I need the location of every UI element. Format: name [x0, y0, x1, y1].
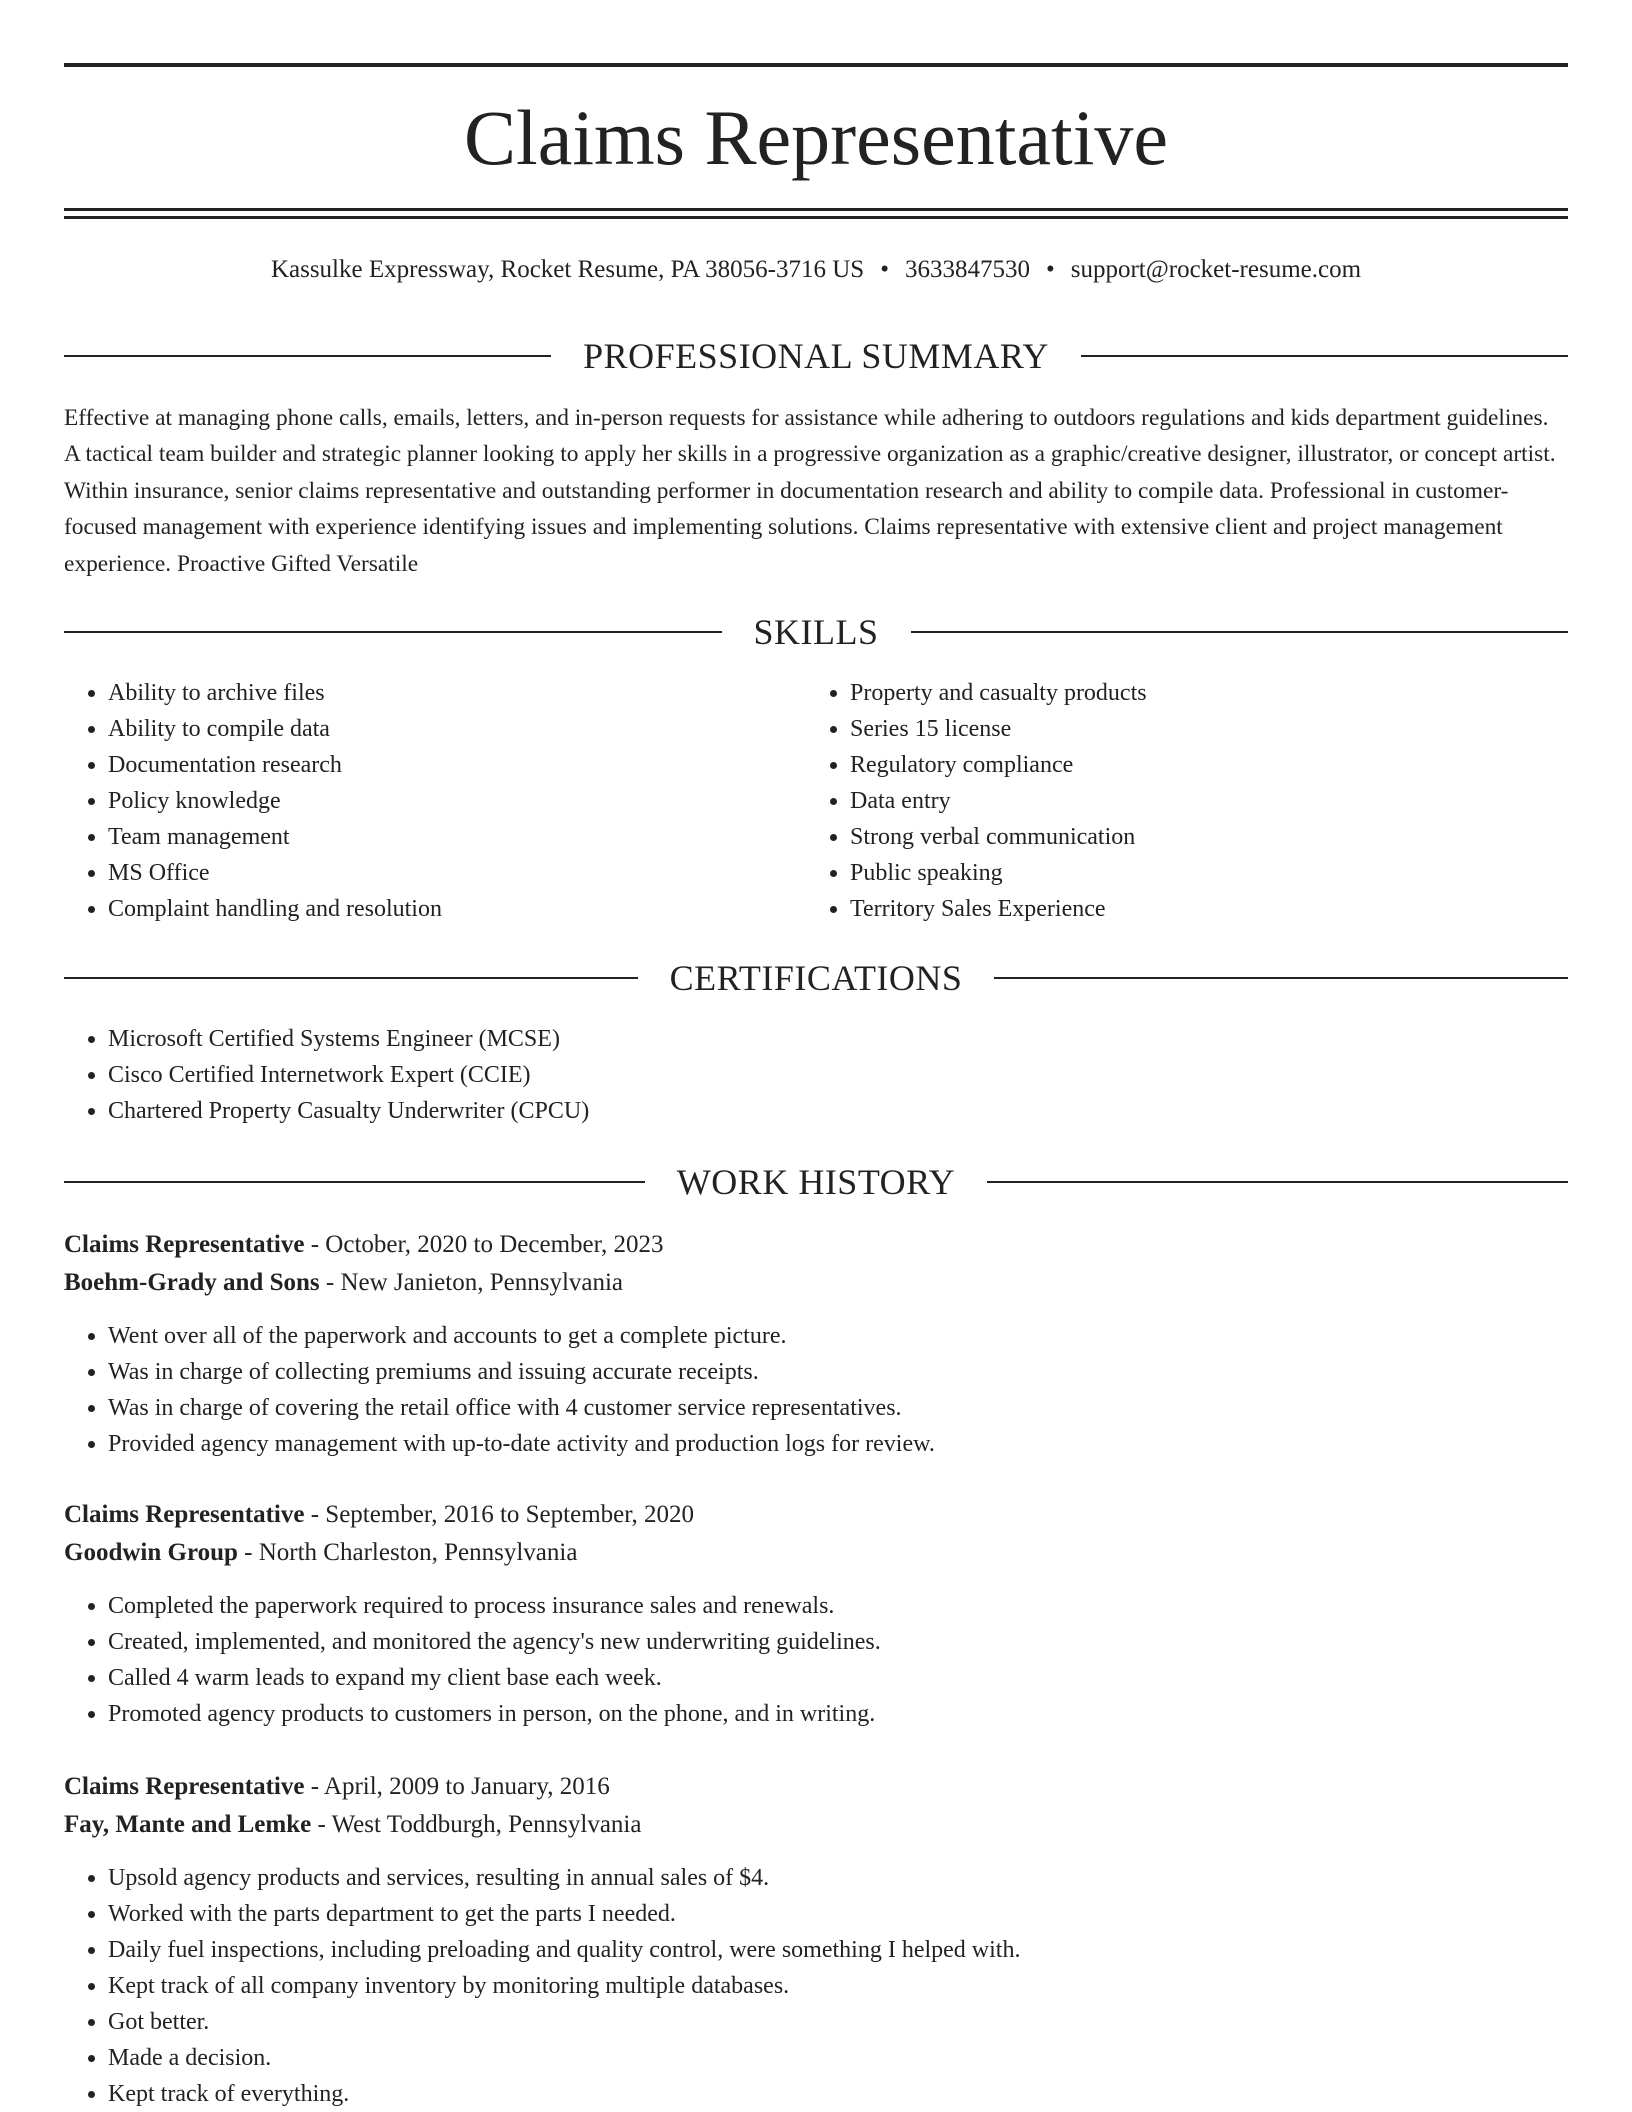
certification-item: • Microsoft Certified Systems Engineer (MCSE): [108, 1021, 1568, 1057]
job-dates: - September, 2016 to September, 2020: [304, 1501, 695, 1528]
section-title-skills: SKILLS: [753, 612, 879, 652]
section-title-certifications: CERTIFICATIONS: [669, 958, 963, 998]
job-company: Boehm-Grady and Sons: [64, 1269, 320, 1296]
skill-item: • Ability to archive files: [108, 675, 804, 711]
job-company-line: [64, 1806, 1568, 1844]
skill-item: • Team management: [108, 819, 804, 855]
section-rule: [64, 977, 638, 979]
certification-item: • Cisco Certified Internetwork Expert (CCIE): [108, 1057, 1568, 1093]
contact-phone: 3633847530: [904, 256, 1030, 283]
skill-item: • Strong verbal communication: [850, 819, 1566, 855]
section-rule: [64, 631, 722, 633]
summary-text: Effective at managing phone calls, emails, letters, and in-person requests for assistance while adhering to outdoors regulations and kids department guidelines. A tactical team builder and strategic planner looking to apply her skills in a progressive organization as a graphic/creative designer, illustrator, or concept artist. Within insurance, senior claims representative and outstanding performer in documentation research and ability to compile data. Professional in customer-focused management with experience identifying issues and implementing solutions. Claims representative with extensive client and project management experience. Proactive Gifted Versatile: [64, 405, 1556, 577]
contact-line: [64, 252, 1568, 288]
skill-item: • Territory Sales Experience: [850, 891, 1566, 927]
job-title-line: [64, 1496, 1568, 1534]
certifications-list: [64, 1021, 1568, 1129]
section-title-work-history: WORK HISTORY: [676, 1162, 956, 1202]
job-bullet: • Completed the paperwork required to process insurance sales and renewals.: [108, 1588, 1568, 1624]
skill-item: • Series 15 license: [850, 711, 1566, 747]
skill-item: • Ability to compile data: [108, 711, 804, 747]
section-header-certifications: [64, 956, 1568, 1000]
section-header-summary: [64, 334, 1568, 378]
title-rule-upper: [64, 208, 1568, 211]
job-bullet: • Got better.: [108, 2004, 1568, 2040]
job-location: - New Janieton, Pennsylvania: [319, 1269, 624, 1296]
job-title: Claims Representative: [64, 1773, 305, 1800]
section-title-summary: PROFESSIONAL SUMMARY: [583, 336, 1049, 376]
job-company-line: [64, 1534, 1568, 1572]
section-rule: [1081, 355, 1568, 357]
section-rule: [987, 1181, 1568, 1183]
contact-separator: •: [1045, 256, 1055, 283]
job-company: Goodwin Group: [64, 1539, 238, 1566]
skills-list-right: [806, 675, 1566, 927]
job-title-line: [64, 1226, 1568, 1264]
job-bullet: • Was in charge of covering the retail office with 4 customer service representatives.: [108, 1390, 1568, 1426]
job-bullet: • Provided agency management with up-to-date activity and production logs for review.: [108, 1426, 1568, 1462]
job-bullet: • Upsold agency products and services, resulting in annual sales of $4.: [108, 1860, 1568, 1896]
section-rule: [911, 631, 1569, 633]
skill-item: • Policy knowledge: [108, 783, 804, 819]
job-bullet: • Was in charge of collecting premiums and issuing accurate receipts.: [108, 1354, 1568, 1390]
job-entry: [64, 1226, 1568, 1462]
skills-list-left: [64, 675, 804, 927]
job-bullets: [64, 1318, 1568, 1462]
job-location: - North Charleston, Pennsylvania: [237, 1539, 578, 1566]
job-bullet: • Worked with the parts department to get the parts I needed.: [108, 1896, 1568, 1932]
contact-address: Kassulke Expressway, Rocket Resume, PA 38056-3716 US: [270, 256, 865, 283]
section-header-work-history: [64, 1160, 1568, 1204]
job-dates: - April, 2009 to January, 2016: [304, 1773, 610, 1800]
section-rule: [994, 977, 1568, 979]
job-bullet: • Kept track of all company inventory by monitoring multiple databases.: [108, 1968, 1568, 2004]
job-location: - West Toddburgh, Pennsylvania: [311, 1811, 642, 1838]
job-dates: - October, 2020 to December, 2023: [304, 1231, 664, 1258]
certifications-block: [64, 1021, 1568, 1129]
skill-item: • Public speaking: [850, 855, 1566, 891]
contact-email: support@rocket-resume.com: [1070, 256, 1362, 283]
contact-separator: •: [880, 256, 889, 283]
skill-item: • Data entry: [850, 783, 1566, 819]
section-header-skills: [64, 610, 1568, 654]
job-title: Claims Representative: [64, 1231, 305, 1258]
resume-title: Claims Representative: [464, 94, 1168, 181]
job-bullet: • Daily fuel inspections, including preloading and quality control, were something I helped with.: [108, 1932, 1568, 1968]
job-bullet: • Called 4 warm leads to expand my client base each week.: [108, 1660, 1568, 1696]
job-entry: [64, 1768, 1568, 2112]
skill-item: • Regulatory compliance: [850, 747, 1566, 783]
skills-column-left: [64, 675, 804, 927]
job-bullet: • Made a decision.: [108, 2040, 1568, 2076]
skill-item: • Complaint handling and resolution: [108, 891, 804, 927]
skill-item: • Documentation research: [108, 747, 804, 783]
job-company: Fay, Mante and Lemke: [64, 1811, 312, 1838]
certification-item: • Chartered Property Casualty Underwriter (CPCU): [108, 1093, 1568, 1129]
job-bullet: • Created, implemented, and monitored the agency's new underwriting guidelines.: [108, 1624, 1568, 1660]
section-rule: [64, 355, 551, 357]
title-rule-lower: [64, 216, 1568, 219]
job-bullet: • Kept track of everything.: [108, 2076, 1568, 2112]
job-bullets: [64, 1860, 1568, 2112]
job-entry: [64, 1496, 1568, 1732]
job-bullet: • Promoted agency products to customers in person, on the phone, and in writing.: [108, 1696, 1568, 1732]
job-bullets: [64, 1588, 1568, 1732]
job-company-line: [64, 1264, 1568, 1302]
job-bullet: • Went over all of the paperwork and accounts to get a complete picture.: [108, 1318, 1568, 1354]
top-rule: [64, 63, 1568, 67]
skills-column-right: [806, 675, 1566, 927]
job-title-line: [64, 1768, 1568, 1806]
skill-item: • Property and casualty products: [850, 675, 1566, 711]
skill-item: • MS Office: [108, 855, 804, 891]
section-rule: [64, 1181, 645, 1183]
job-title: Claims Representative: [64, 1501, 305, 1528]
